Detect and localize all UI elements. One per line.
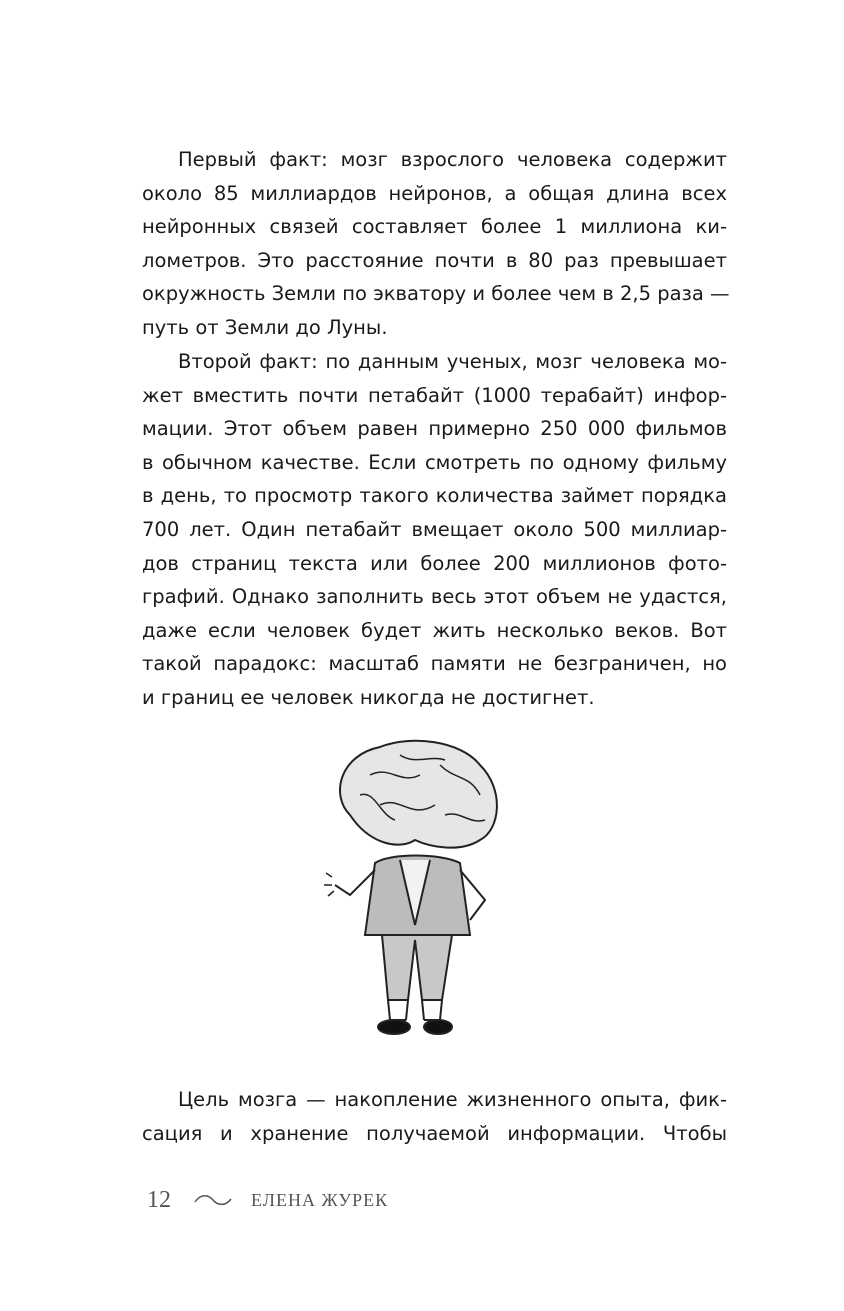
text-line: даже если человек будет жить несколько веков. Вот	[142, 618, 727, 642]
text-line: графий. Однако заполнить весь этот объем не удастся,	[142, 585, 727, 609]
running-footer-author: ЕЛЕНА ЖУРЕК	[251, 1189, 389, 1210]
tilde-ornament-icon	[193, 1193, 233, 1207]
text-line: около 85 миллиардов нейронов, а общая длина всех	[142, 181, 727, 205]
text-line: жет вместить почти петабайт (1000 терабайт) инфор-	[142, 383, 727, 407]
paragraph-brain-purpose	[142, 1083, 727, 1150]
text-line: Второй факт: по данным ученых, мозг человека мо-	[178, 350, 727, 373]
text-line: и границ ее человек никогда не достигнет.	[142, 685, 595, 709]
text-line: дов страниц текста или более 200 миллионов фото-	[142, 551, 727, 575]
text-line: в обычном качестве. Если смотреть по одному фильму	[142, 450, 727, 474]
page-number: 12	[147, 1186, 171, 1213]
paragraph-second-fact	[142, 345, 727, 715]
text-line: 700 лет. Один петабайт вмещает около 500 миллиар-	[142, 517, 727, 541]
text-line: в день, то просмотр такого количества займет порядка	[142, 484, 727, 508]
text-line: нейронных связей составляет более 1 миллиона ки-	[142, 215, 727, 239]
text-line: лометров. Это расстояние почти в 80 раз превышает	[142, 248, 727, 272]
paragraph-first-fact	[142, 143, 730, 345]
page-footer	[147, 1183, 388, 1217]
text-line: сация и хранение получаемой информации. Чтобы	[142, 1121, 727, 1145]
text-line: Цель мозга — накопление жизненного опыта, фик-	[178, 1088, 727, 1111]
text-line: такой парадокс: масштаб памяти не безграничен, но	[142, 652, 727, 676]
brain-man-illustration	[320, 735, 510, 1045]
text-line: окружность Земли по экватору и более чем в 2,5 раза —	[142, 282, 730, 306]
text-line: Первый факт: мозг взрослого человека содержит	[178, 148, 727, 171]
text-line: мации. Этот объем равен примерно 250 000 фильмов	[142, 417, 727, 441]
text-line: путь от Земли до Луны.	[142, 315, 388, 339]
